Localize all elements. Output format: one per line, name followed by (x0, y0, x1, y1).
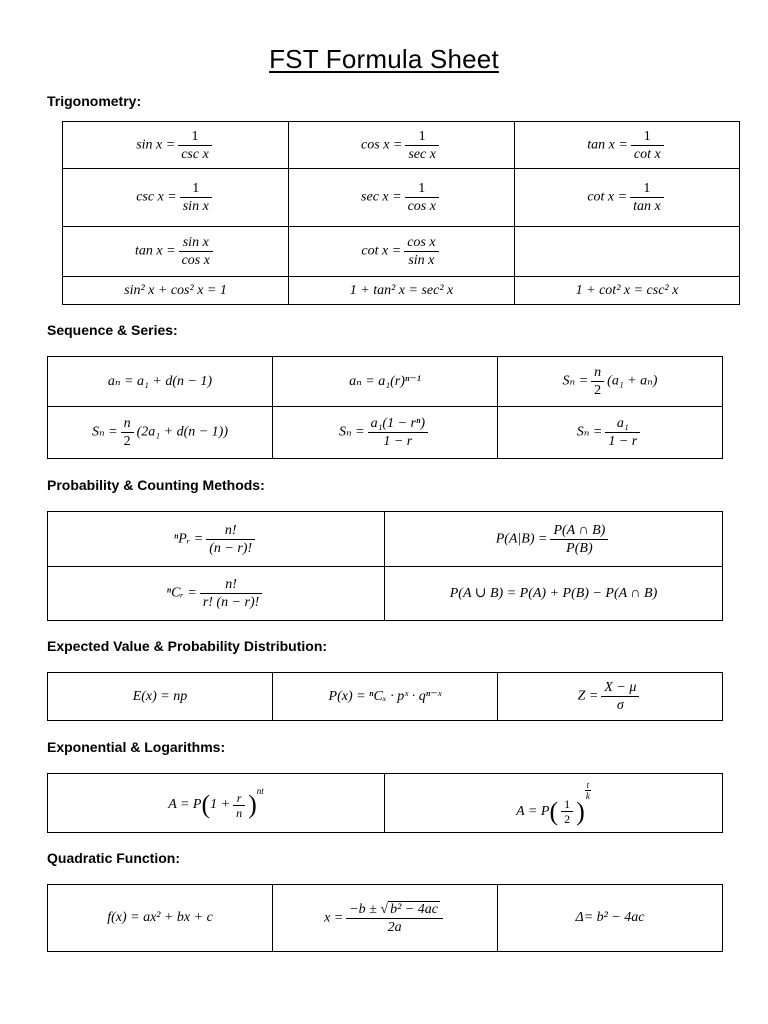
formula-cell: aₙ = a₁ + d(n − 1) (48, 357, 273, 407)
formula-cell: cot x = $\frac{\text{cos x}}{\text{sin x}}$ (289, 227, 515, 277)
formula-cell: x = $\frac{\text{−b ± √ b² − 4ac}}{2a}$ (273, 885, 498, 952)
section-heading-exponential-logarithms: Exponential & Logarithms: (47, 739, 226, 755)
section-heading-sequence-series: Sequence & Series: (47, 322, 178, 338)
formula-cell: sin² x + cos² x = 1 (63, 277, 289, 305)
probability-counting-table (47, 511, 723, 621)
page-title: FST Formula Sheet (269, 44, 499, 74)
formula-cell: Z = $\frac{X - \mu}{\sigma}$ (498, 673, 723, 721)
section-heading-probability-counting: Probability & Counting Methods: (47, 477, 265, 493)
quadratic-table (47, 884, 723, 952)
section-heading-expected-value: Expected Value & Probability Distribution: (47, 638, 328, 654)
section-heading-quadratic-function: Quadratic Function: (47, 850, 180, 866)
formula-cell: f(x) = ax² + bx + c (48, 885, 273, 952)
formula-cell: csc x = $\frac{1}{\text{sin x}}$ (63, 169, 289, 227)
formula-cell: 1 + tan² x = sec² x (289, 277, 515, 305)
formula-cell: 1 + cot² x = csc² x (515, 277, 740, 305)
exponential-table (47, 773, 723, 833)
formula-cell: Sₙ = $\frac{n}{2}$ (2a₁ + d(n − 1)) (48, 407, 273, 459)
sequence-series-table (47, 356, 723, 459)
formula-cell: ⁿCᵣ = $\frac{n!}{r! (n - r)!}$ (48, 567, 385, 621)
formula-cell: E(x) = np (48, 673, 273, 721)
expected-value-table (47, 672, 723, 721)
formula-cell: aₙ = a₁(r)ⁿ⁻¹ (273, 357, 498, 407)
formula-cell: sin x = $\frac{1}{\text{csc x}}$ (63, 122, 289, 169)
empty-cell (515, 227, 740, 277)
formula-cell: Sₙ = $\frac{\text{a₁(1 − rⁿ)}}{1 - r}$ (273, 407, 498, 459)
formula-cell: Sₙ = $\frac{n}{2}$ (a₁ + aₙ) (498, 357, 723, 407)
formula-cell: P(A ∪ B) = P(A) + P(B) − P(A ∩ B) (385, 567, 723, 621)
formula-cell: ⁿPᵣ = $\frac{n!}{(n - r)!}$ (48, 512, 385, 567)
formula-cell: sec x = $\frac{1}{\text{cos x}}$ (289, 169, 515, 227)
section-heading-trigonometry: Trigonometry: (47, 93, 142, 109)
formula-cell: A = P(1 + $\frac{r}{n}$ )$^{nt}$ (48, 774, 385, 833)
formula-cell: P(A|B) = $\frac{P(A \cap B)}{P(B)}$ (385, 512, 723, 567)
formula-cell: tan x = $\frac{\text{sin x}}{\text{cos x}}$ (63, 227, 289, 277)
formula-cell: Sₙ = $\frac{\text{a₁}}{1 - r}$ (498, 407, 723, 459)
trigonometry-table (62, 121, 740, 305)
formula-cell: Δ= b² − 4ac (498, 885, 723, 952)
formula-cell: cot x = $\frac{1}{\text{tan x}}$ (515, 169, 740, 227)
formula-cell: tan x = $\frac{1}{\text{cot x}}$ (515, 122, 740, 169)
formula-cell: cos x = $\frac{1}{\text{sec x}}$ (289, 122, 515, 169)
formula-cell: P(x) = ⁿCₓ · pˣ · qⁿ⁻ˣ (273, 673, 498, 721)
formula-cell: A = P( $\frac{1}{2}$ ) $\frac{t}{k}$ (385, 774, 723, 833)
